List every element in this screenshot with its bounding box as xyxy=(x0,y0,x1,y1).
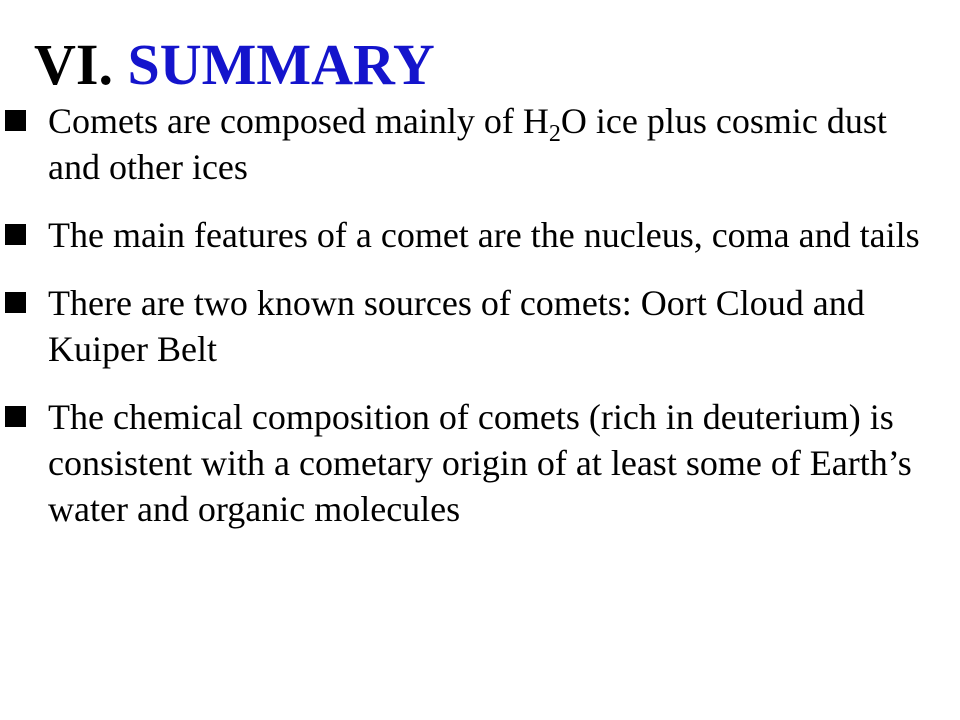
page-title xyxy=(34,32,435,97)
list-item xyxy=(0,212,960,258)
bullet-text-post: O ice plus cosmic dust and other ices xyxy=(48,101,887,187)
square-bullet-icon xyxy=(5,292,26,313)
list-item xyxy=(0,280,960,372)
summary-list xyxy=(0,98,960,554)
title-number: VI. xyxy=(34,32,113,97)
list-item xyxy=(0,394,960,532)
bullet-text: The chemical composition of comets (rich in deuterium) is consistent with a cometary origin of at least some of Earth’s water and organic molecules xyxy=(48,397,912,529)
list-item xyxy=(0,98,960,190)
square-bullet-icon xyxy=(5,406,26,427)
square-bullet-icon xyxy=(5,110,26,131)
bullet-subscript: 2 xyxy=(548,121,561,147)
bullet-text: There are two known sources of comets: Oort Cloud and Kuiper Belt xyxy=(48,283,865,369)
bullet-text-pre: Comets are composed mainly of H xyxy=(48,101,549,141)
bullet-text: The main features of a comet are the nucleus, coma and tails xyxy=(48,215,920,255)
square-bullet-icon xyxy=(5,224,26,245)
title-word: SUMMARY xyxy=(127,32,435,97)
